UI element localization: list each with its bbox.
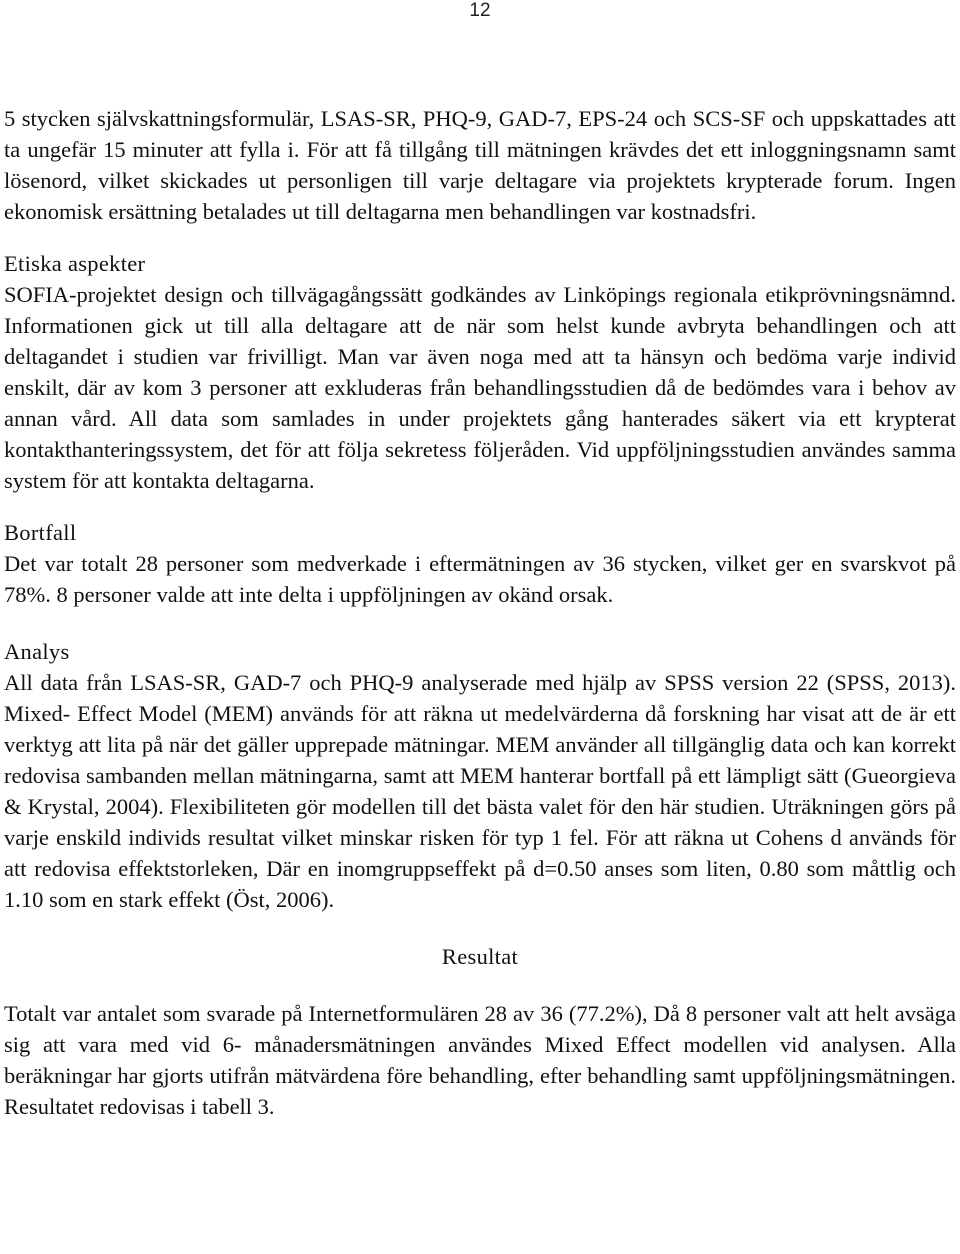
results-heading: Resultat [441, 944, 519, 969]
dropout-heading: Bortfall [4, 520, 77, 545]
document-body [4, 103, 956, 1122]
analysis-heading: Analys [4, 639, 70, 664]
ethics-paragraph: SOFIA-projektet design och tillvägagångssätt godkändes av Linköpings regionala etikprövningsnämnd. Informationen gick ut till alla deltagare att de när som helst kunde avbryta behandlingen och att deltagandet i studien var frivilligt. Man var även noga med att ta hänsyn och bedöma varje individ enskilt, där av kom 3 personer att exkluderas från behandlingsstudien då de bedömdes vara i behov av annan vård. All data som samlades in under projektets gång hanterades säkert via ett krypterat kontakthanteringssystem, det för att följa sekretess följeråden. Vid uppföljningsstudien användes samma system för att kontakta deltagarna. [4, 282, 956, 493]
intro-paragraph: 5 stycken självskattningsformulär, LSAS-SR, PHQ-9, GAD-7, EPS-24 och SCS-SF och uppskattades att ta ungefär 15 minuter att fylla i. För att få tillgång till mätningen krävdes det ett inloggningsnamn samt lösenord, vilket skickades ut personligen till varje deltagare via projektets krypterade forum. Ingen ekonomisk ersättning betalades ut till deltagarna men behandlingen var kostnadsfri. [4, 106, 956, 224]
dropout-paragraph: Det var totalt 28 personer som medverkade i eftermätningen av 36 stycken, vilket ger en svarskvot på 78%. 8 personer valde att inte delta i uppföljningen av okänd orsak. [4, 551, 956, 607]
results-paragraph: Totalt var antalet som svarade på Internetformulären 28 av 36 (77.2%), Då 8 personer valt att helt avsäga sig att vara med vid 6- månadersmätningen användes Mixed Effect modellen vid analysen. Alla beräkningar har gjorts utifrån mätvärdena före behandling, efter behandling samt uppföljningsmätningen. Resultatet redovisas i tabell 3. [4, 1001, 956, 1119]
page-number: 12 [469, 0, 491, 21]
analysis-paragraph: All data från LSAS-SR, GAD-7 och PHQ-9 analyserade med hjälp av SPSS version 22 (SPSS, 2013). Mixed- Effect Model (MEM) används för att räkna ut medelvärderna då forskning har visat att de är ett verktyg att lita på när det gäller upprepade mätningar. MEM använder all tillgänglig data och kan korrekt redovisa sambanden mellan mätningarna, samt att MEM hanterar bortfall på ett lämpligt sätt (Gueorgieva & Krystal, 2004). Flexibiliteten gör modellen till det bästa valet för den här studien. Uträkningen görs på varje enskild individs resultat vilket minskar risken för typ 1 fel. För att räkna ut Cohens d används för att redovisa effektstorleken, Där en inomgruppseffekt på d=0.50 anses som liten, 0.80 som måttlig och 1.10 som en stark effekt (Öst, 2006). [4, 670, 956, 912]
ethics-heading: Etiska aspekter [4, 251, 146, 276]
